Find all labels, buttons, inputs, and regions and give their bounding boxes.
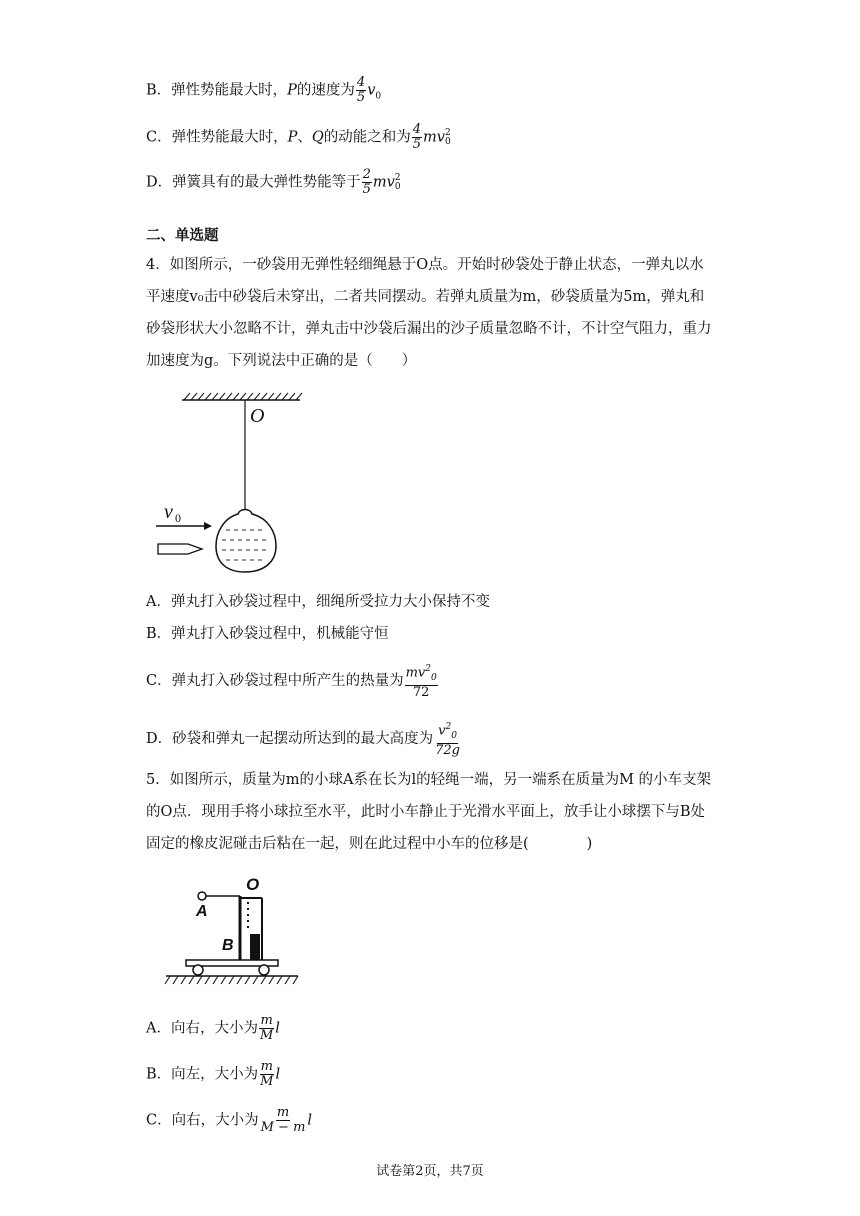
subscript: 0 (394, 181, 401, 192)
numerator: m (260, 1013, 273, 1028)
point-o-label: O (250, 405, 265, 427)
sandbag (216, 510, 276, 573)
wheel-left (193, 965, 203, 975)
denominator: 72g (435, 742, 460, 758)
option-text: D．弹簧具有的最大弹性势能等于 (146, 174, 361, 191)
option-text: 的速度为 (296, 82, 355, 99)
q3-option-b (146, 76, 381, 106)
sup-sub (445, 129, 451, 147)
cart-pendulum-figure (162, 872, 302, 992)
q3-option-c (146, 123, 451, 152)
page-footer: 试卷第2页，共7页 (376, 1164, 484, 1179)
wheel-right (259, 965, 269, 975)
superscript: 2 (425, 664, 431, 674)
numerator-text: mv (405, 665, 426, 681)
q4-option-b: B．弹丸打入砂袋过程中，机械能守恒 (146, 626, 389, 642)
denominator: M (260, 1074, 274, 1089)
q5-question-text: 5．如图所示，质量为m的小球A系在长为l的轻绳一端，另一端系在质量为M 的小车支架的O点．现用手将小球拉至水平，此时小车静止于光滑水平面上，放手让小球摆下与B处固定的橡皮泥碰击后粘在一起，则在此过程中小车的位移是( ) (146, 772, 712, 852)
sand-dashes (222, 530, 266, 560)
superscript: 2 (394, 172, 401, 183)
fraction (356, 76, 366, 105)
putty-block (250, 934, 260, 960)
option-text: D．砂袋和弹丸一起摆动所达到的最大高度为 (146, 730, 434, 747)
label-b: B (222, 937, 234, 954)
subscript: 0 (444, 136, 451, 147)
q5-option-c (146, 1106, 312, 1135)
var-q: Q (311, 129, 324, 146)
var-l: l (275, 1066, 281, 1083)
superscript: 2 (445, 722, 452, 732)
numerator (437, 720, 458, 744)
q5-option-b (146, 1060, 280, 1089)
fraction (259, 1060, 274, 1089)
var-v: v (367, 82, 376, 99)
fraction (434, 720, 461, 758)
subscript: 0 (451, 730, 457, 741)
label-o: O (246, 875, 260, 894)
ball-a (198, 892, 206, 900)
numerator: m (260, 1059, 273, 1074)
sup-sub (395, 174, 401, 192)
option-text: A．向右，大小为 (146, 1020, 258, 1037)
denominator: 5 (362, 182, 371, 197)
denominator: 5 (356, 90, 366, 105)
q4-question-text: 4．如图所示，一砂袋用无弹性轻细绳悬于O点。开始时砂袋处于静止状态，一弹丸以水平速度v₀击中砂袋后未穿出，二者共同摆动。若弹丸质量为m，砂袋质量为5m，弹丸和砂袋形状大小忽略不计，弹丸击中沙袋后漏出的沙子质量忽略不计，不计空气阻力，重力加速度为g。下列说法中正确的是（ ） (146, 257, 712, 369)
numerator: 4 (356, 75, 366, 90)
denominator: 72 (412, 684, 430, 700)
q5-option-a (146, 1014, 280, 1043)
numerator: 2 (362, 167, 371, 182)
label-a: A (196, 903, 208, 920)
superscript: 2 (444, 127, 451, 138)
option-text: C．弹丸打入砂袋过程中所产生的热量为 (146, 672, 404, 689)
var-l: l (275, 1020, 280, 1037)
option-text: B．向左，大小为 (146, 1066, 259, 1083)
subscript: 0 (375, 91, 382, 102)
pendulum-sandbag-figure (150, 390, 310, 575)
swing-path-dots (247, 902, 249, 928)
var-p: P (287, 129, 298, 146)
q3-option-d (146, 168, 401, 197)
ground-hatching (165, 976, 298, 984)
fraction (362, 168, 372, 197)
ceiling-hatching (184, 393, 302, 400)
denominator: 5 (412, 137, 422, 152)
option-text: B．弹性势能最大时， (146, 82, 288, 99)
subscript: 0 (431, 672, 437, 683)
numerator (405, 662, 438, 686)
fraction (412, 123, 422, 152)
q4-option-a: A．弹丸打入砂袋过程中，细绳所受拉力大小保持不变 (146, 594, 490, 610)
var-l: l (307, 1112, 313, 1129)
velocity-subscript: 0 (175, 511, 181, 525)
numerator: m (276, 1105, 290, 1120)
separator: 、 (297, 129, 312, 146)
q4-option-c (146, 662, 439, 700)
denominator: M (259, 1028, 274, 1043)
var-p: P (287, 82, 297, 99)
denominator: M − m (260, 1120, 306, 1135)
section-heading: 二、单选题 (146, 227, 219, 244)
var-mv: mv (423, 129, 445, 146)
fraction (259, 1014, 274, 1043)
velocity-label: v (164, 501, 173, 523)
q4-option-d (146, 720, 462, 758)
velocity-arrow-head (204, 522, 212, 530)
option-text: C．弹性势能最大时， (146, 129, 288, 146)
option-text: C．向右，大小为 (146, 1112, 259, 1129)
var-mv: mv (372, 174, 395, 191)
fraction (405, 662, 438, 700)
bullet (158, 544, 202, 554)
fraction (260, 1106, 307, 1135)
numerator: 4 (412, 122, 422, 137)
option-text: 的动能之和为 (323, 129, 411, 146)
numerator-text: v (438, 723, 446, 739)
